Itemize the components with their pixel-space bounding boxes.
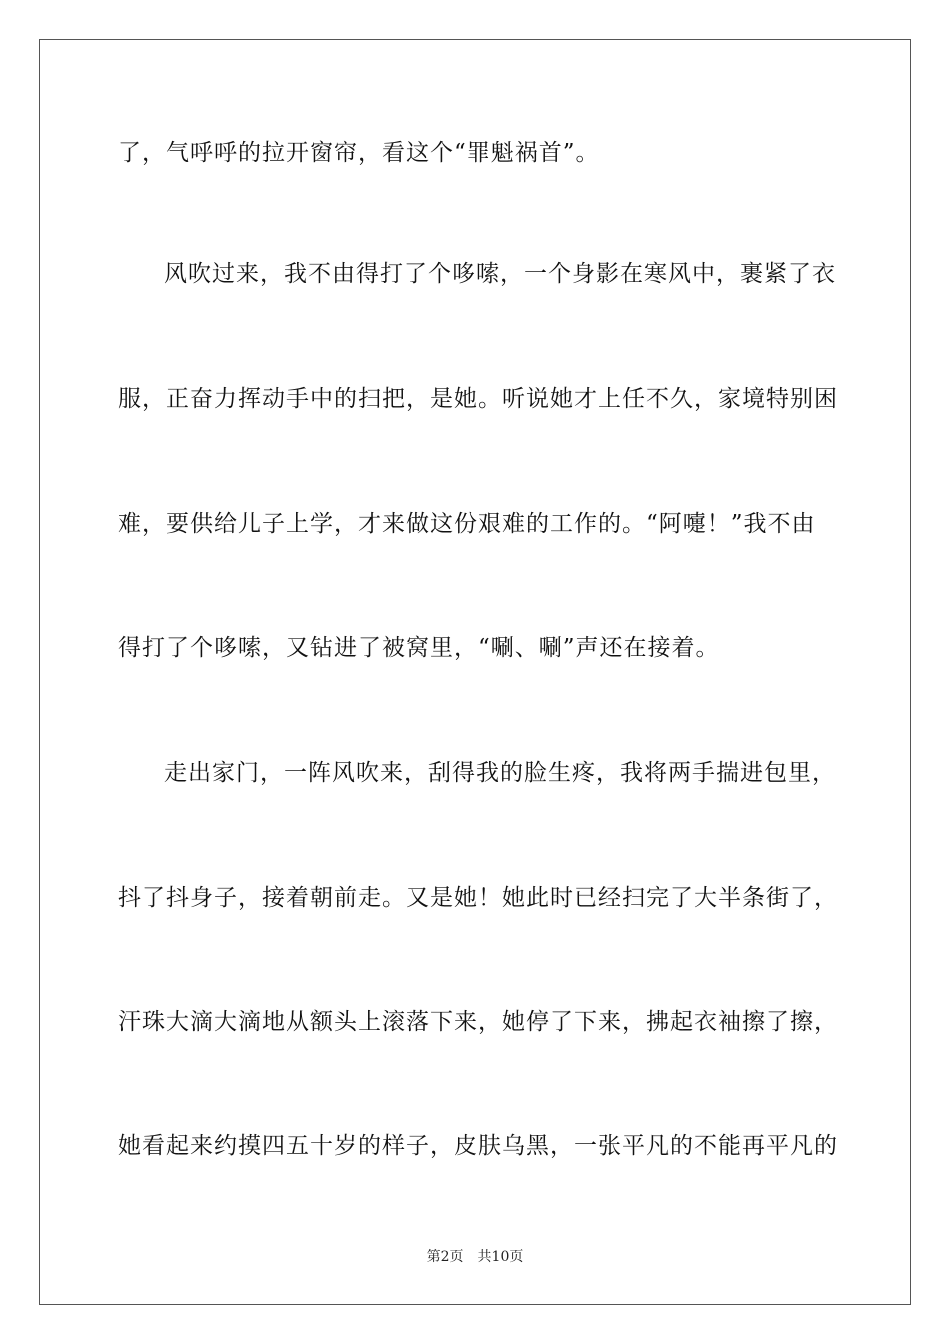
text-line-3: 服，正奋力挥动手中的扫把，是她。听说她才上任不久，家境特别困 — [118, 386, 838, 412]
text-line-5: 得打了个哆嗦，又钻进了被窝里，“唰、唰”声还在接着。 — [118, 635, 720, 661]
text-line-1: 了，气呼呼的拉开窗帘，看这个“罪魁祸首”。 — [118, 140, 600, 166]
page-footer — [0, 1248, 950, 1266]
page-border — [39, 39, 911, 1305]
text-line-9: 她看起来约摸四五十岁的样子，皮肤乌黑，一张平凡的不能再平凡的 — [118, 1133, 838, 1159]
text-line-6: 走出家门，一阵风吹来，刮得我的脸生疼，我将两手揣进包里， — [164, 760, 836, 786]
page-number: 第2页 — [426, 1249, 464, 1265]
page-total: 共10页 — [477, 1249, 524, 1265]
text-line-2: 风吹过来，我不由得打了个哆嗦，一个身影在寒风中，裹紧了衣 — [164, 261, 836, 287]
text-line-7: 抖了抖身子，接着朝前走。又是她！她此时已经扫完了大半条街了， — [118, 885, 838, 911]
text-line-8: 汗珠大滴大滴地从额头上滚落下来，她停了下来，拂起衣袖擦了擦， — [118, 1009, 838, 1035]
text-line-4: 难，要供给儿子上学，才来做这份艰难的工作的。“阿嚏！”我不由 — [118, 511, 816, 537]
